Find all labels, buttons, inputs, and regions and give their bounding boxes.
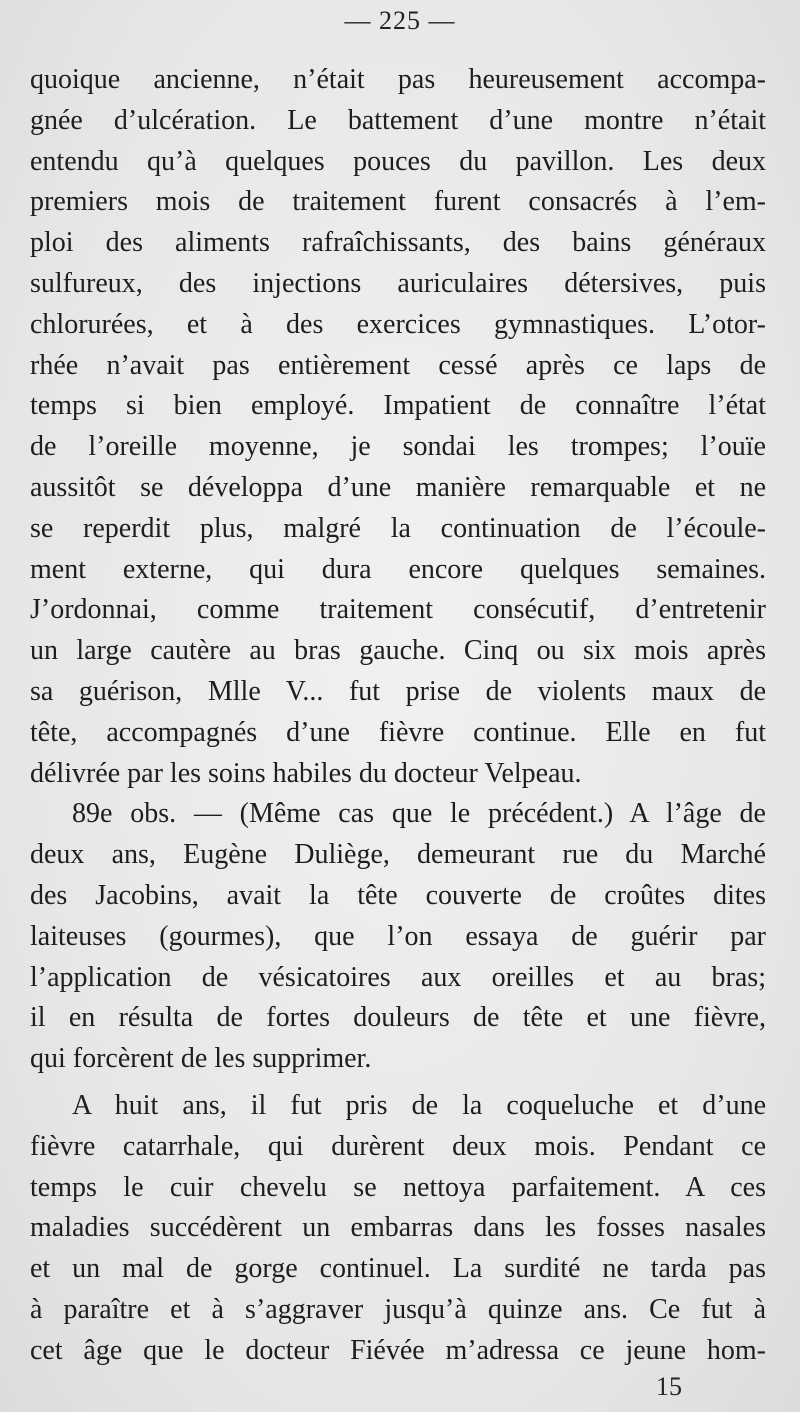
text-line: cet âge que le docteur Fiévée m’adressa ce jeune hom-	[30, 1334, 766, 1366]
paragraph-2	[30, 794, 766, 1080]
text-line: premiers mois de traitement furent consacrés à l’em-	[30, 186, 766, 218]
text-line: sa guérison, Mlle V... fut prise de violents maux de	[30, 675, 766, 707]
text-line: laiteuses (gourmes), que l’on essaya de guérir par	[30, 920, 766, 952]
text-line: ment externe, qui dura encore quelques semaines.	[30, 553, 766, 585]
text-line: rhée n’avait pas entièrement cessé après ce laps de	[30, 349, 766, 381]
text-line: de l’oreille moyenne, je sondai les trompes; l’ouïe	[30, 431, 766, 463]
text-line: chlorurées, et à des exercices gymnastiques. L’otor-	[30, 308, 766, 340]
text-line: deux ans, Eugène Duliège, demeurant rue du Marché	[30, 839, 766, 871]
text-line: 89e obs. — (Même cas que le précédent.) A l’âge de	[72, 798, 766, 830]
text-line: temps si bien employé. Impatient de connaître l’état	[30, 390, 766, 422]
text-line: gnée d’ulcération. Le battement d’une montre n’était	[30, 104, 766, 136]
paragraph-1	[30, 60, 766, 794]
text-line: se reperdit plus, malgré la continuation de l’écoule-	[30, 512, 766, 544]
text-line: délivrée par les soins habiles du docteur Velpeau.	[30, 757, 582, 789]
text-line: tête, accompagnés d’une fièvre continue. Elle en fut	[30, 716, 766, 748]
text-line: des Jacobins, avait la tête couverte de croûtes dites	[30, 879, 766, 911]
signature-mark: 15	[656, 1372, 682, 1401]
text-line: J’ordonnai, comme traitement consécutif, d’entretenir	[30, 594, 766, 626]
text-line: aussitôt se développa d’une manière remarquable et ne	[30, 471, 766, 503]
page-number: — 225 —	[344, 6, 456, 35]
text-line: et un mal de gorge continuel. La surdité ne tarda pas	[30, 1253, 766, 1285]
text-line: maladies succédèrent un embarras dans les fosses nasales	[30, 1212, 766, 1244]
text-line: l’application de vésicatoires aux oreilles et au bras;	[30, 961, 766, 993]
text-line: un large cautère au bras gauche. Cinq ou six mois après	[30, 635, 766, 667]
text-line: quoique ancienne, n’était pas heureusement accompa-	[30, 64, 766, 95]
text-line: entendu qu’à quelques pouces du pavillon. Les deux	[30, 145, 766, 177]
page-body	[30, 60, 766, 1372]
text-line: qui forcèrent de les supprimer.	[30, 1043, 372, 1075]
text-line: il en résulta de fortes douleurs de tête et une fièvre,	[30, 1002, 766, 1034]
text-line: A huit ans, il fut pris de la coqueluche et d’une	[72, 1089, 766, 1121]
text-line: à paraître et à s’aggraver jusqu’à quinze ans. Ce fut à	[30, 1293, 766, 1325]
text-line: ploi des aliments rafraîchissants, des bains généraux	[30, 227, 766, 259]
text-line: fièvre catarrhale, qui durèrent deux mois. Pendant ce	[30, 1130, 766, 1162]
text-line: temps le cuir chevelu se nettoya parfaitement. A ces	[30, 1171, 766, 1203]
paragraph-3	[30, 1086, 766, 1372]
text-line: sulfureux, des injections auriculaires détersives, puis	[30, 267, 766, 299]
